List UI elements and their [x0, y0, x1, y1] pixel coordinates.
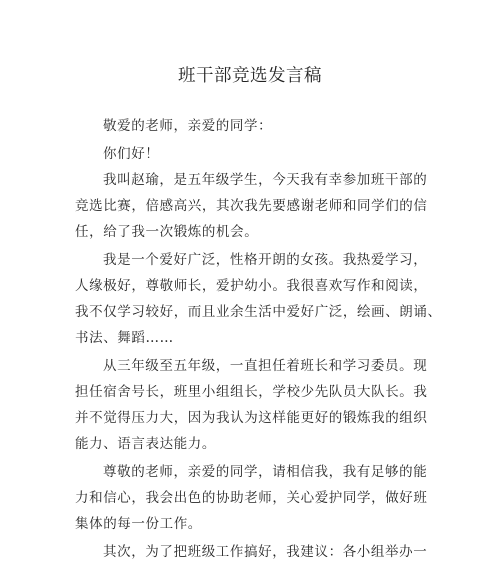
- text-line: 担任宿舍号长，班里小组组长，学校少先队员大队长。我: [75, 384, 428, 400]
- text-line: 任，给了我一次锻炼的机会。: [75, 224, 259, 240]
- text-line: 敬爱的老师，亲爱的同学：: [103, 118, 273, 134]
- text-line: 你们好！: [103, 146, 160, 162]
- text-line: 我是一个爱好广泛，性格开朗的女孩。我热爱学习，: [103, 252, 428, 268]
- text-line: 我叫赵瑜，是五年级学生，今天我有幸参加班干部的: [103, 172, 428, 188]
- text-line: 我不仅学习较好，而且业余生活中爱好广泛，绘画、朗诵、: [75, 304, 442, 320]
- text-line: 能力、语言表达能力。: [75, 436, 216, 452]
- text-line: 力和信心，我会出色的协助老师，关心爱护同学，做好班: [75, 490, 428, 506]
- text-line: 集体的每一份工作。: [75, 516, 202, 532]
- text-line: 并不觉得压力大，因为我认为这样能更好的锻炼我的组织: [75, 410, 428, 426]
- text-line: 人缘极好，尊敬师长，爱护幼小。我很喜欢写作和阅读，: [75, 278, 428, 294]
- document-title: 班干部竞选发言稿: [178, 66, 322, 86]
- text-line: 其次，为了把班级工作搞好，我建议：各小组举办一: [103, 544, 428, 560]
- text-line: 从三年级至五年级，一直担任着班长和学习委员。现: [103, 358, 428, 374]
- text-line: 尊敬的老师，亲爱的同学，请相信我，我有足够的能: [103, 464, 428, 480]
- text-line: 竞选比赛，倍感高兴，其次我先要感谢老师和同学们的信: [75, 198, 428, 214]
- text-line: 书法、舞蹈……: [75, 330, 174, 346]
